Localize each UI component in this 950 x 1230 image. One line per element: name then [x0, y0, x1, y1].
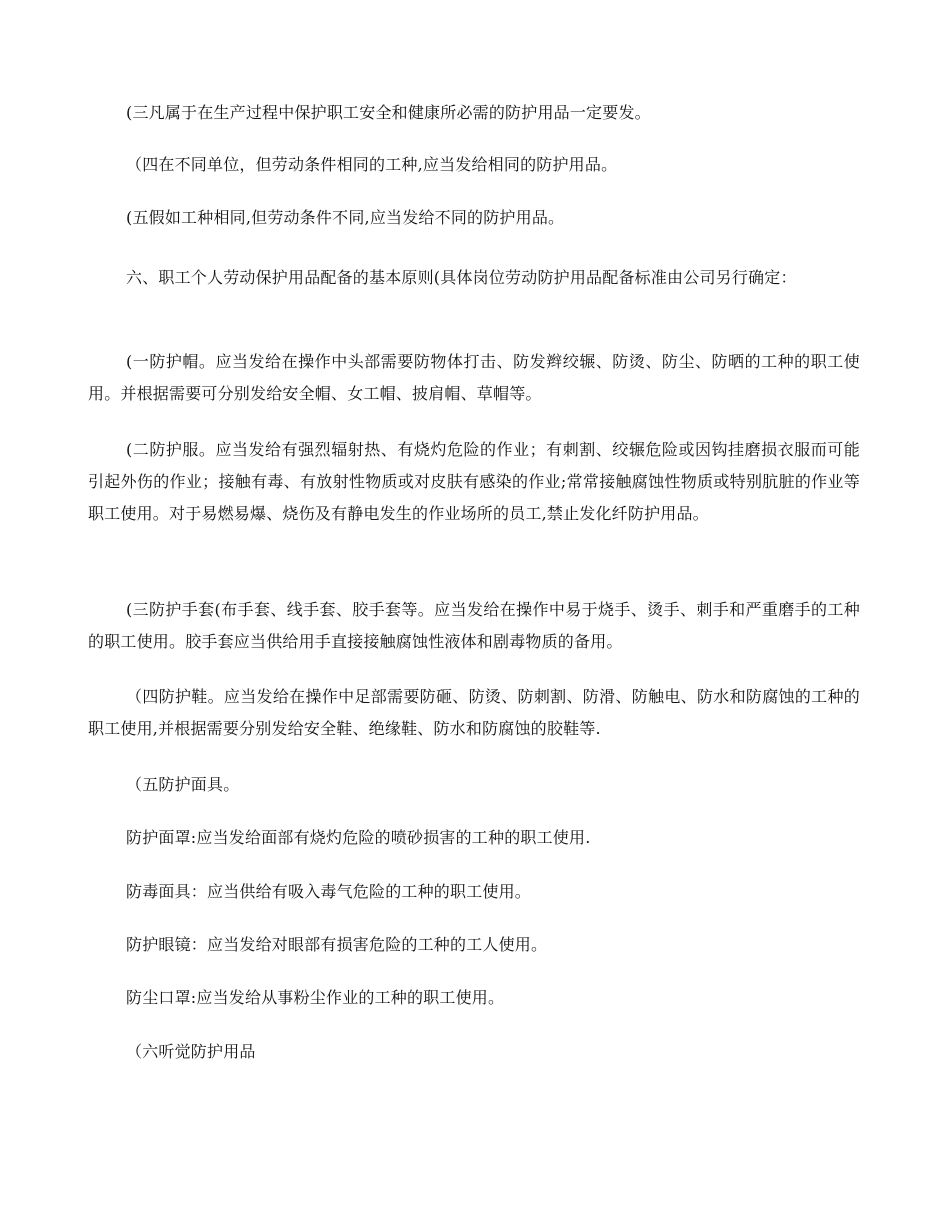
paragraph-section-6: 六、职工个人劳动保护用品配备的基本原则(具体岗位劳动防护用品配备标准由公司另行确定： — [126, 268, 797, 287]
paragraph-protective-clothing: (二防护服。应当发给有强烈辐射热、有烧灼危险的作业；有刺割、绞辗危险或因钩挂磨损衣服而可能引起外伤的作业；接触有毒、有放射性物质或对皮肤有感染的作业;常常接触腐蚀性物质或特别肮脏的作业等职工使用。对于易燃易爆、烧伤及有静电发生的作业场所的员工,禁止发化纤防护用品。 — [88, 440, 860, 523]
paragraph-protective-masks: （五防护面具。 — [126, 775, 240, 794]
paragraph-item-4: （四在不同单位，但劳动条件相同的工种,应当发给相同的防护用品。 — [126, 155, 618, 174]
paragraph-gas-mask: 防毒面具：应当供给有吸入毒气危险的工种的职工使用。 — [126, 882, 532, 901]
paragraph-item-5: (五假如工种相同,但劳动条件不同,应当发给不同的防护用品。 — [126, 208, 565, 227]
paragraph-face-shield: 防护面罩:应当发给面部有烧灼危险的喷砂损害的工种的职工使用. — [126, 828, 591, 847]
paragraph-dust-mask: 防尘口罩:应当发给从事粉尘作业的工种的职工使用。 — [126, 988, 505, 1007]
paragraph-hearing-protection: （六听觉防护用品 — [126, 1042, 256, 1061]
paragraph-protective-gloves: (三防护手套(布手套、线手套、胶手套等。应当发给在操作中易于烧手、烫手、刺手和严重磨手的工种的职工使用。胶手套应当供给用手直接接触腐蚀性液体和剧毒物质的备用。 — [88, 600, 860, 651]
paragraph-goggles: 防护眼镜：应当发给对眼部有损害危险的工种的工人使用。 — [126, 935, 548, 954]
paragraph-item-3: (三凡属于在生产过程中保护职工安全和健康所必需的防护用品一定要发。 — [126, 103, 651, 122]
paragraph-protective-shoes: （四防护鞋。应当发给在操作中足部需要防砸、防烫、防刺割、防滑、防触电、防水和防腐蚀的工种的职工使用,并根据需要分别发给安全鞋、绝缘鞋、防水和防腐蚀的胶鞋等. — [88, 687, 860, 738]
paragraph-protective-helmet: (一防护帽。应当发给在操作中头部需要防物体打击、防发辫绞辗、防烫、防尘、防晒的工种的职工使用。并根据需要可分别发给安全帽、女工帽、披肩帽、草帽等。 — [88, 352, 860, 403]
